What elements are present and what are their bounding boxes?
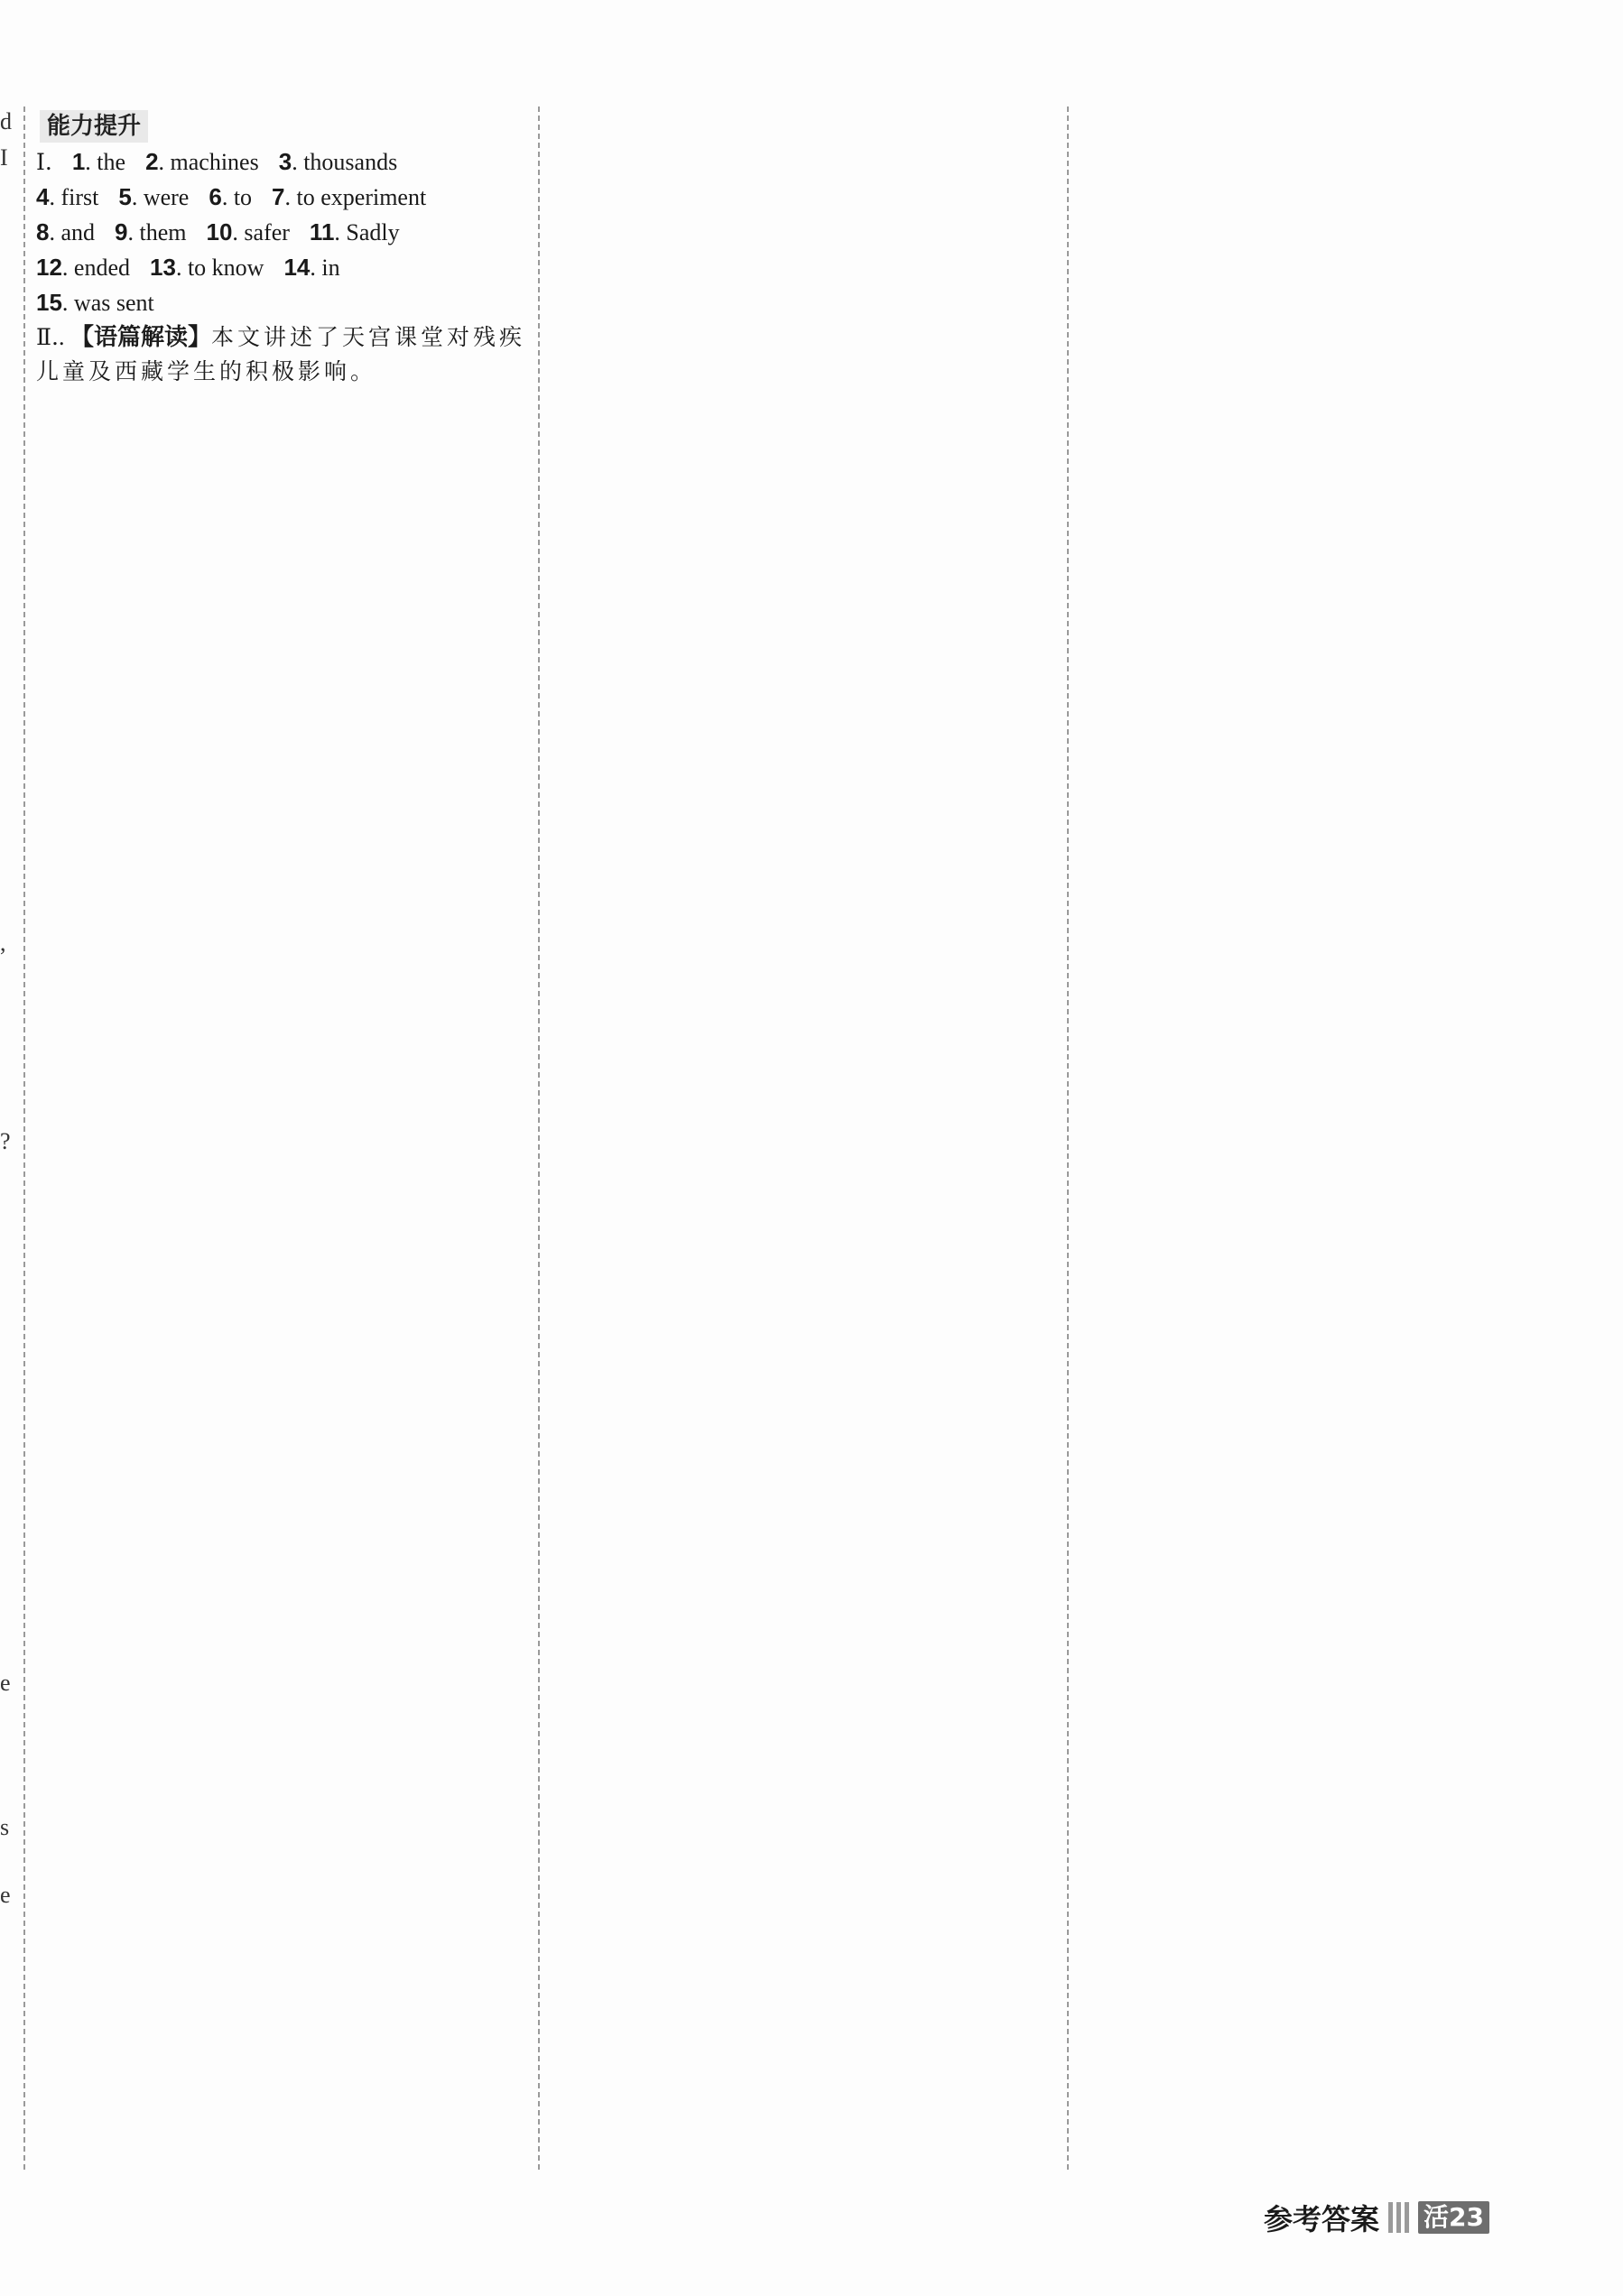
- item-number: 1: [71, 148, 86, 175]
- answer-text: to: [233, 184, 253, 210]
- item-number: 2: [145, 148, 159, 175]
- answer-text: Sadly: [346, 219, 400, 245]
- item-number: 12: [36, 254, 62, 281]
- edge-fragment: e: [0, 1670, 11, 1696]
- answer-text: ended: [73, 255, 131, 281]
- answer-text: and: [60, 219, 96, 245]
- answer-text: in: [321, 255, 340, 281]
- answer-text: them: [139, 219, 187, 245]
- item-number: 4: [36, 183, 50, 210]
- edge-fragment: d: [0, 108, 12, 134]
- footer-label: 参考答案: [1264, 2202, 1380, 2236]
- item-number: 8: [36, 218, 50, 245]
- summary-text: 本文讲述了天宫课堂对残: [210, 324, 499, 350]
- summary-text: 疾儿童及西藏学生的积极影响。: [36, 324, 525, 384]
- item-number: 9: [115, 218, 128, 245]
- answer-text: to know: [187, 255, 264, 281]
- decorative-bars-icon: [1388, 2202, 1409, 2233]
- answer-text: was sent: [73, 290, 154, 316]
- answer-text: thousands: [303, 149, 398, 175]
- column-1: [23, 106, 540, 2170]
- answer-row: 4. first 5. were 6. to 7. to experiment: [36, 183, 427, 210]
- item-number: 13: [150, 254, 176, 281]
- answer-text: to experiment: [296, 184, 427, 210]
- item-number: 14: [283, 254, 311, 281]
- reading-label: 【语篇解读】: [70, 324, 211, 351]
- item-number: 10: [206, 218, 233, 245]
- column-3: [1067, 106, 1591, 2170]
- edge-fragment: e: [0, 1882, 11, 1908]
- answer-row: 15. was sent: [36, 289, 154, 316]
- edge-fragment: I: [0, 144, 8, 171]
- answer-text: the: [97, 149, 126, 175]
- item-number: 15: [36, 289, 62, 316]
- edge-fragment: ?: [0, 1128, 11, 1154]
- edge-fragment: s: [0, 1814, 10, 1840]
- item-number: 6: [209, 183, 222, 210]
- item-number: 3: [278, 148, 292, 175]
- item-number: 7: [272, 183, 285, 210]
- edge-fragment: ,: [0, 930, 6, 956]
- section-numeral: Ⅱ.: [36, 324, 59, 350]
- section-tag: 能力提升: [40, 110, 148, 143]
- section-numeral: Ⅰ.: [36, 149, 52, 175]
- answer-text: first: [60, 184, 99, 210]
- item-number: 5: [118, 183, 132, 210]
- page-footer: [1264, 2197, 1489, 2238]
- item-number: 11: [309, 218, 335, 245]
- answer-text: safer: [244, 219, 290, 245]
- answer-row: 12. ended 13. to know 14. in: [36, 254, 340, 281]
- page-number-badge: 活23: [1418, 2201, 1489, 2234]
- answer-text: machines: [170, 149, 259, 175]
- answer-text: were: [143, 184, 190, 210]
- answer-row: Ⅰ. 1. the 2. machines 3. thousands: [36, 148, 398, 175]
- reading-summary: Ⅱ.. 【语篇解读】本文讲述了天宫课堂对残疾儿童及西藏学生的积极影响。: [36, 324, 525, 384]
- answer-row: 8. and 9. them 10. safer 11. Sadly: [36, 218, 400, 245]
